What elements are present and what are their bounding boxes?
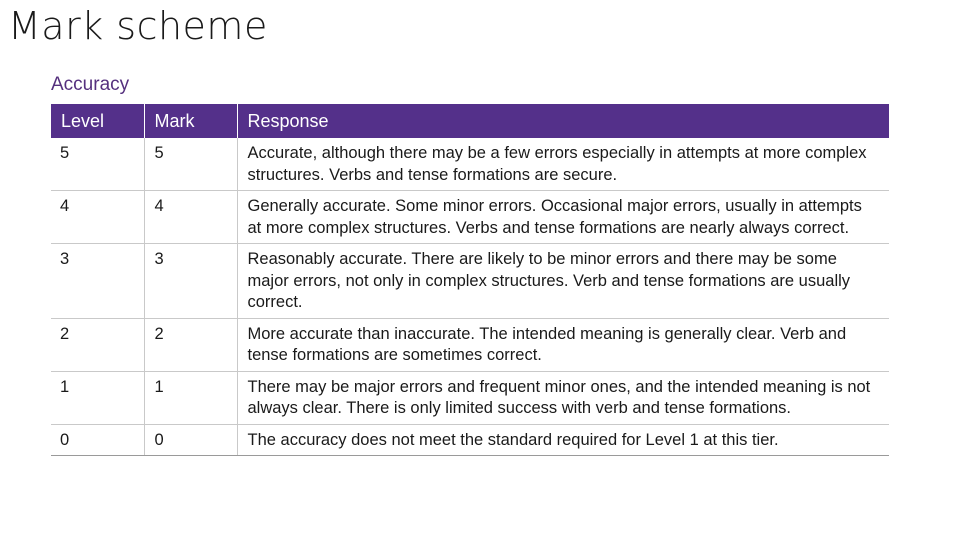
level-cell: 4 [51,191,144,244]
response-cell: Reasonably accurate. There are likely to be minor errors and there may be some major errors, not only in complex structures. Verb and tense formations are usually correct. [237,244,889,319]
table-row [51,424,889,456]
table-row [51,138,889,191]
response-cell: The accuracy does not meet the standard required for Level 1 at this tier. [237,424,889,456]
mark-cell: 2 [144,318,237,371]
header-row [51,104,889,138]
table-body [51,138,889,456]
header-mark: Mark [144,104,237,138]
slide-title: Mark scheme [8,4,268,48]
table-row [51,318,889,371]
table-header [51,104,889,138]
table-row [51,244,889,319]
level-cell: 0 [51,424,144,456]
level-cell: 5 [51,138,144,191]
table-row [51,371,889,424]
mark-cell: 5 [144,138,237,191]
mark-cell: 4 [144,191,237,244]
level-cell: 3 [51,244,144,319]
header-level: Level [51,104,144,138]
table-row [51,191,889,244]
level-cell: 1 [51,371,144,424]
header-response: Response [237,104,889,138]
mark-cell: 1 [144,371,237,424]
section-heading: Accuracy [51,74,130,95]
response-cell: Accurate, although there may be a few errors especially in attempts at more complex structures. Verbs and tense formations are secure. [237,138,889,191]
mark-scheme-table [51,104,889,456]
level-cell: 2 [51,318,144,371]
response-cell: Generally accurate. Some minor errors. Occasional major errors, usually in attempts at more complex structures. Verbs and tense formations are nearly always correct. [237,191,889,244]
mark-cell: 3 [144,244,237,319]
mark-cell: 0 [144,424,237,456]
response-cell: More accurate than inaccurate. The intended meaning is generally clear. Verb and tense formations are sometimes correct. [237,318,889,371]
response-cell: There may be major errors and frequent minor ones, and the intended meaning is not always clear. There is only limited success with verb and tense formations. [237,371,889,424]
